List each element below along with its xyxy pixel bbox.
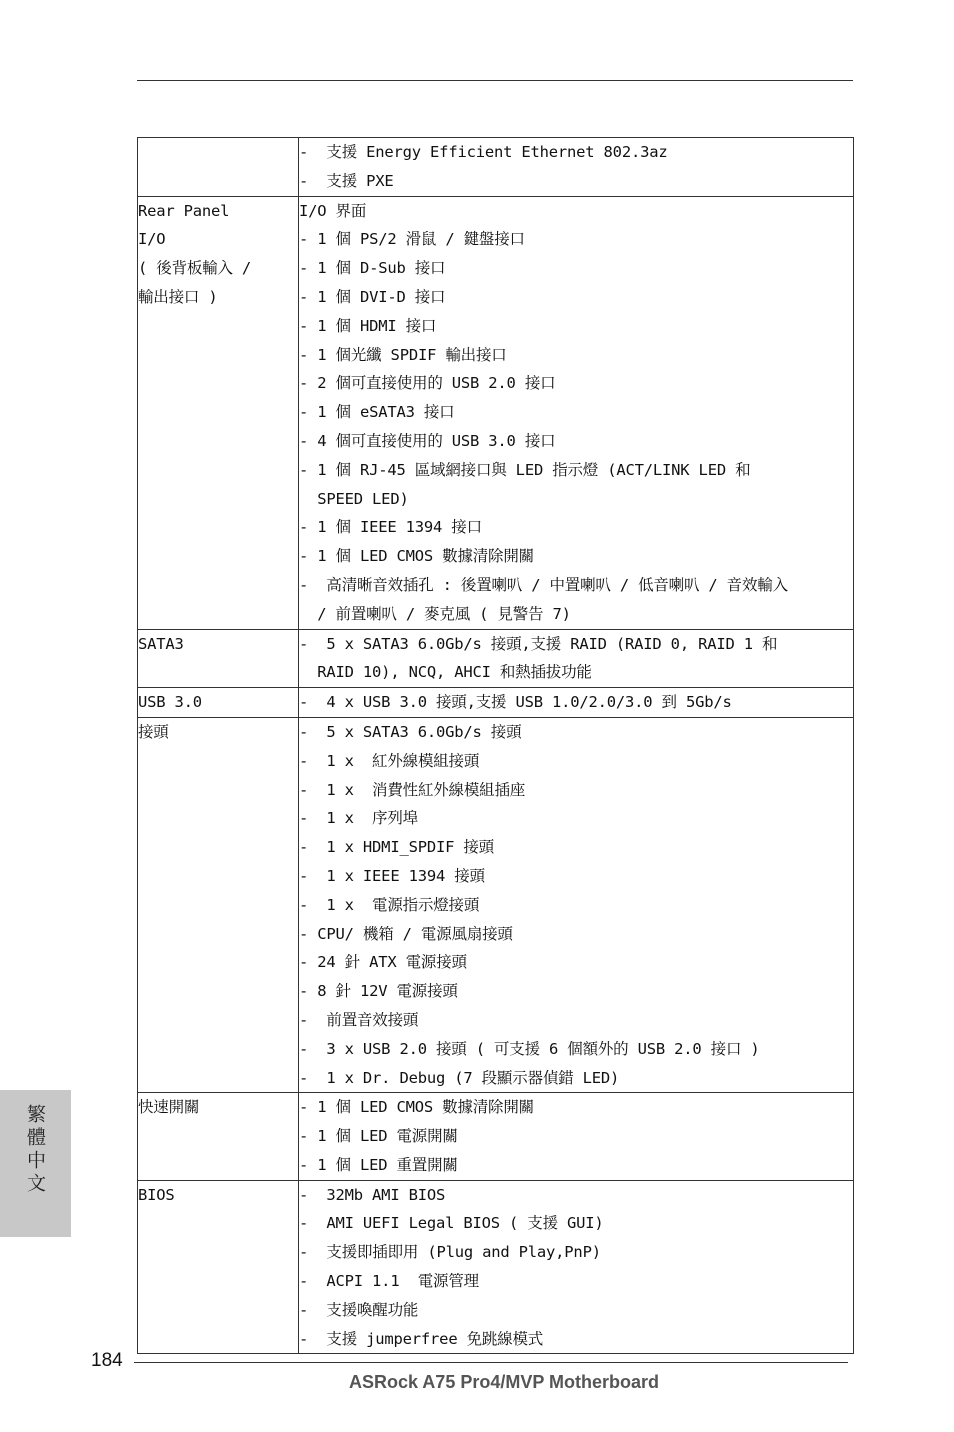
spec-item: - 2 個可直接使用的 USB 2.0 接口 [299,374,556,393]
spec-item: - ACPI 1.1 電源管理 [299,1272,479,1291]
spec-label-cell [138,196,299,629]
spec-value-cell [299,688,854,718]
spec-item: - 支援 jumperfree 免跳線模式 [299,1329,544,1348]
language-tab-label: 繁體中文 [24,1104,46,1196]
spec-item: - 高清晰音效插孔 : 後置喇叭 / 中置喇叭 / 低音喇叭 / 音效輸入 [299,575,788,594]
spec-item: - 1 x 序列埠 [299,809,418,828]
spec-item: - CPU/ 機箱 / 電源風扇接頭 [299,924,513,943]
spec-label-cell [138,1093,299,1180]
spec-item: - 3 x USB 2.0 接頭 ( 可支援 6 個額外的 USB 2.0 接口 ) [299,1039,760,1058]
spec-item: - 5 x SATA3 6.0Gb/s 接頭,支援 RAID (RAID 0, RAID 1 和 [299,634,778,653]
spec-label-line: ( 後背板輸入 / [138,259,252,278]
spec-item: - 1 個 LED 電源開關 [299,1127,458,1146]
top-rule [137,80,853,81]
spec-label-line: 快速開關 [138,1098,200,1117]
spec-item: - 8 針 12V 電源接頭 [299,982,458,1001]
spec-label-line: 輸出接口 ) [138,287,218,306]
spec-item: - 支援 PXE [299,171,394,190]
spec-item: RAID 10), NCQ, AHCI 和熱插拔功能 [299,663,592,682]
spec-label-line: 接頭 [138,722,169,741]
spec-label-cell [138,629,299,688]
spec-item: - 5 x SATA3 6.0Gb/s 接頭 [299,722,522,741]
spec-row [138,138,854,197]
spec-item: - 支援喚醒功能 [299,1300,419,1319]
spec-item: - AMI UEFI Legal BIOS ( 支援 GUI) [299,1214,604,1233]
spec-item: - 1 個 DVI-D 接口 [299,287,446,306]
spec-item: - 1 個 RJ-45 區域網接口與 LED 指示燈 (ACT/LINK LED 和 [299,460,751,479]
spec-item: - 4 個可直接使用的 USB 3.0 接口 [299,431,556,450]
spec-value-cell [299,629,854,688]
spec-item: - 4 x USB 3.0 接頭,支援 USB 1.0/2.0/3.0 到 5Gb/s [299,693,732,712]
spec-item: - 1 個 eSATA3 接口 [299,403,455,422]
spec-item: / 前置喇叭 / 麥克風 ( 見警告 7) [299,604,571,623]
spec-item: - 1 個 LED CMOS 數據清除開關 [299,547,534,566]
spec-label-line: USB 3.0 [138,693,202,712]
spec-label-cell [138,717,299,1092]
page-number: 184 [91,1350,123,1371]
spec-item: - 1 個 LED CMOS 數據清除開關 [299,1098,534,1117]
spec-item: - 1 個 PS/2 滑鼠 / 鍵盤接口 [299,230,525,249]
spec-item: - 32Mb AMI BIOS [299,1185,446,1204]
spec-item: - 1 x 消費性紅外線模組插座 [299,780,526,799]
spec-row [138,1093,854,1180]
spec-item: I/O 界面 [299,201,367,220]
spec-item: - 1 個 IEEE 1394 接口 [299,518,482,537]
spec-label-line: BIOS [138,1185,175,1204]
spec-item: - 支援即插即用 (Plug and Play,PnP) [299,1243,601,1262]
spec-item: - 1 個 LED 重置開關 [299,1155,458,1174]
spec-item: - 1 個 D-Sub 接口 [299,259,446,278]
spec-value-cell [299,717,854,1092]
spec-item: - 1 x Dr. Debug (7 段顯示器偵錯 LED) [299,1068,620,1087]
spec-label-line: I/O [138,230,166,249]
spec-item: - 1 x HDMI_SPDIF 接頭 [299,838,494,857]
spec-row [138,717,854,1092]
spec-item: - 1 個 HDMI 接口 [299,316,437,335]
spec-item: - 1 x 電源指示燈接頭 [299,895,480,914]
spec-label-line: Rear Panel [138,201,230,220]
spec-label-cell [138,1180,299,1354]
bottom-rule [134,1362,848,1363]
spec-item: - 1 x 紅外線模組接頭 [299,751,480,770]
spec-label-cell [138,688,299,718]
spec-value-cell [299,196,854,629]
spec-value-cell [299,138,854,197]
spec-row [138,1180,854,1354]
spec-item: - 1 x IEEE 1394 接頭 [299,866,485,885]
spec-row [138,196,854,629]
spec-item: - 前置音效接頭 [299,1010,419,1029]
spec-table [137,137,854,1354]
language-tab [0,1090,71,1237]
spec-item: SPEED LED) [299,489,409,508]
spec-label-line [138,138,298,167]
footer-title: ASRock A75 Pro4/MVP Motherboard [348,1372,660,1392]
spec-row [138,629,854,688]
spec-item: - 支援 Energy Efficient Ethernet 802.3az [299,143,668,161]
spec-value-cell [299,1093,854,1180]
spec-label-cell [138,138,299,197]
spec-row [138,688,854,718]
spec-item: - 24 針 ATX 電源接頭 [299,953,467,972]
spec-item: - 1 個光纖 SPDIF 輸出接口 [299,345,507,364]
spec-value-cell [299,1180,854,1354]
spec-label-line: SATA3 [138,634,184,653]
